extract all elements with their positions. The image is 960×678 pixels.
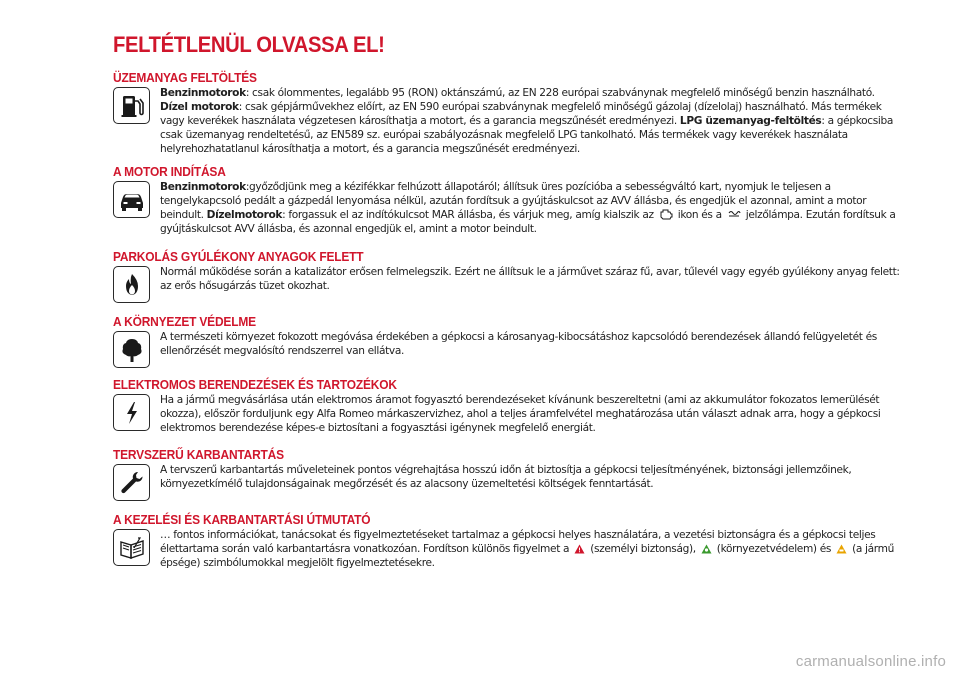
section-title-environment: A KÖRNYEZET VÉDELME bbox=[113, 314, 256, 329]
section-maintenance bbox=[113, 447, 903, 491]
environment-warning-icon bbox=[701, 544, 712, 554]
glow-plug-icon bbox=[727, 208, 741, 220]
fuel-pump-icon bbox=[113, 87, 150, 124]
maintenance-text: A tervszerű karbantartás műveleteinek pontos végrehajtása hosszú időn át biztosítja a gépkocsi teljesítményének, biztonsági jellemzőinek, környezetkímélő tulajdonságainak megőrzését és az alacsony üzemeltetési költségek fenntartását. bbox=[160, 464, 852, 490]
section-environment bbox=[113, 314, 903, 358]
engine-start-text: Benzinmotorok:győződjünk meg a kézifékkar felhúzott állapotáról; állítsuk üres pozícióba a sebességváltó kart, nyomjuk le teljesen a tengelykapcsoló pedált a gázpedál lenyomása nélkül, azután fordítsuk a gyújtáskulcsot az AVV állásba, és engedjük el azonnal, amint a motor beindult. Dízelmotorok: forgassuk el az indítókulcsot MAR állásba, és várjuk meg, amíg kialszik az ikon és a jelzőlámpa. Ezután fordítsuk a gyújtáskulcsot AVV állásba, és azonnal engedjük el, amint a motor beindult. bbox=[160, 181, 896, 235]
page-title: FELTÉTLENÜL OLVASSA EL! bbox=[113, 32, 385, 57]
section-title-fuel: ÜZEMANYAG FELTÖLTÉS bbox=[113, 70, 257, 85]
tree-icon bbox=[113, 331, 150, 368]
flame-icon bbox=[113, 266, 150, 303]
engine-warning-icon bbox=[659, 208, 673, 220]
section-title-electrical: ELEKTROMOS BERENDEZÉSEK ÉS TARTOZÉKOK bbox=[113, 377, 397, 392]
vehicle-damage-warning-icon bbox=[836, 544, 847, 554]
lightning-icon bbox=[113, 394, 150, 431]
section-title-maintenance: TERVSZERŰ KARBANTARTÁS bbox=[113, 447, 284, 462]
section-title-manual: A KEZELÉSI ÉS KARBANTARTÁSI ÚTMUTATÓ bbox=[113, 512, 371, 527]
section-engine-start bbox=[113, 164, 903, 236]
car-front-icon bbox=[113, 181, 150, 218]
wrench-icon bbox=[113, 464, 150, 501]
section-electrical bbox=[113, 377, 903, 435]
parking-text: Normál működése során a katalizátor erősen felmelegszik. Ezért ne állítsuk le a járművet száraz fű, avar, tűlevél vagy egyéb gyúlékony anyag felett: az erős hősugárzás tüzet okozhat. bbox=[160, 266, 900, 292]
electrical-text: Ha a jármű megvásárlása után elektromos áramot fogyasztó berendezéseket kívánunk beszereltetni (ami az akkumulátor fokozatos lemerülését okozza), először forduljunk egy Alfa Romeo márkaszervizhez, ahol a teljes áramfelvétel meghatározása után választ adnak arra, hogy a gépkocsi elektromos berendezése képes-e biztosítani a fogyasztási igénynek megfelelő energiát. bbox=[160, 394, 881, 434]
personal-safety-warning-icon bbox=[574, 544, 585, 554]
section-fuel bbox=[113, 70, 903, 156]
section-manual bbox=[113, 512, 903, 570]
watermark: carmanualsonline.info bbox=[795, 653, 946, 670]
section-title-engine-start: A MOTOR INDÍTÁSA bbox=[113, 164, 226, 179]
section-title-parking: PARKOLÁS GYÚLÉKONY ANYAGOK FELETT bbox=[113, 249, 364, 264]
fuel-text: Benzinmotorok: csak ólommentes, legalább 95 (RON) oktánszámú, az EN 228 európai szabványnak megfelelő minőségű benzin használható. Dízel motorok: csak gépjárművekhez előírt, az EN 590 európai szabványnak megfelelő minőségű gázolaj (dízelolaj) használható. Más termékek vagy keverékek használata végzetesen károsíthatja a motort, és a garancia megszűnését eredményezi. LPG üzemanyag-feltöltés: a gépkocsiba csak üzemanyag rendeltetésű, az EN589 sz. európai szabályozásnak megfelelő LPG tankolható. Más termékek vagy keverékek használata helyrehozhatatlanul károsíthatja a motort, és a garancia megszűnését eredményezi. bbox=[160, 87, 893, 155]
section-parking bbox=[113, 249, 903, 293]
open-book-icon bbox=[113, 529, 150, 566]
environment-text: A természeti környezet fokozott megóvása érdekében a gépkocsi a károsanyag-kibocsátáshoz kapcsolódó berendezések állandó felügyeletét és ellenőrzését megvalósító rendszerrel van ellátva. bbox=[160, 331, 877, 357]
manual-text: … fontos információkat, tanácsokat és figyelmeztetéseket tartalmaz a gépkocsi helyes használatára, a vezetési biztonságra és a gépkocsi teljes élettartama során való karbantartásra vonatkozóan. Fordítson különös figyelmet a (személyi biztonság), (környezetvédelem) és (a jármű épsége) szimbólumokkal megjelölt figyelmeztetésekre. bbox=[160, 529, 894, 569]
